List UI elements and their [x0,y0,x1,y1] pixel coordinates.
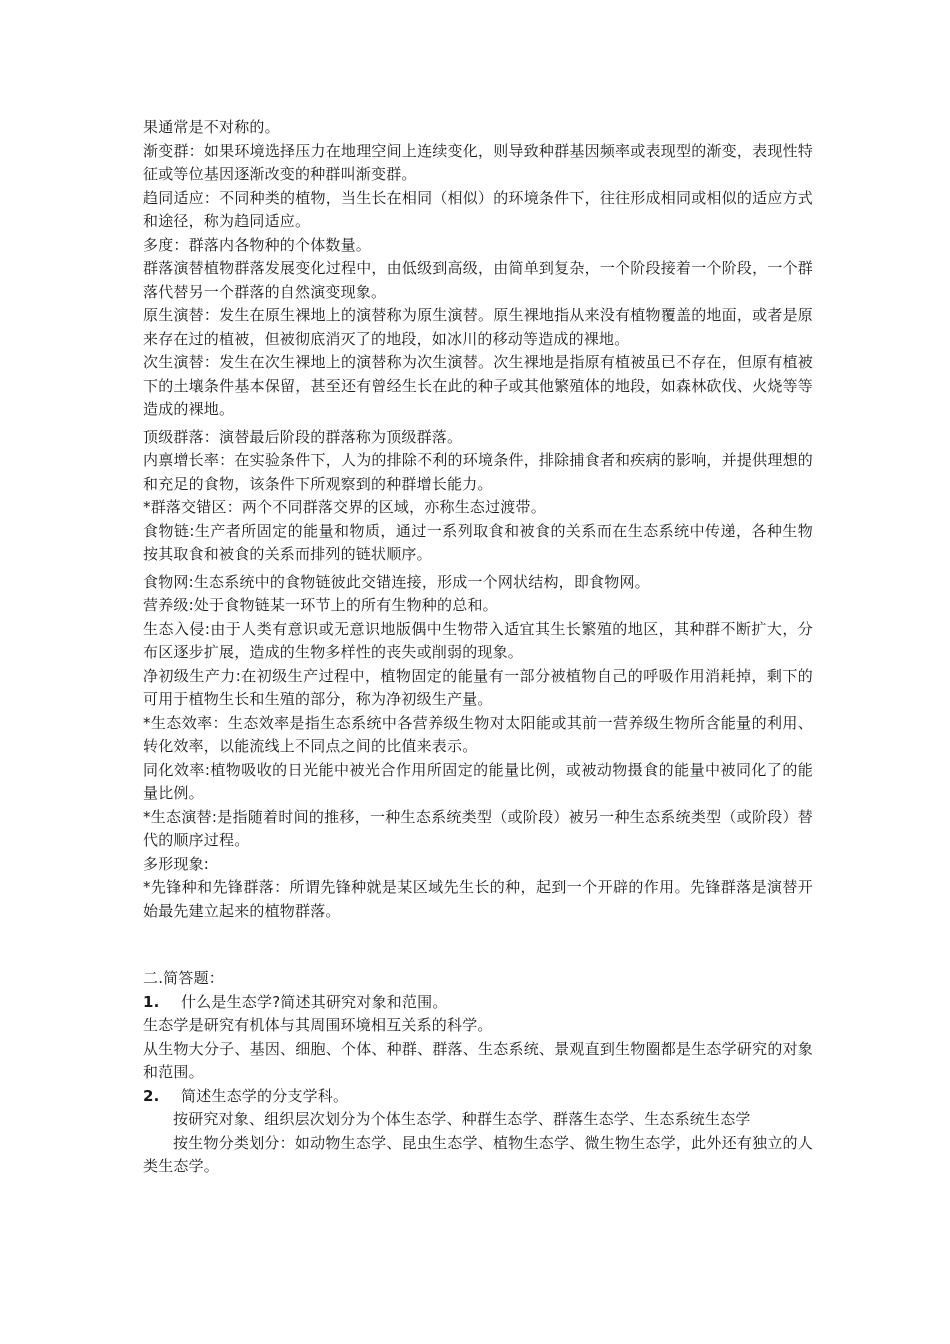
definition-paragraph: 生态入侵:由于人类有意识或无意识地版偶中生物带入适宜其生长繁殖的地区，其种群不断扩大，分布区逐步扩展，造成的生物多样性的丧失或削弱的现象。 [143,619,813,661]
definition-paragraph: 食物网:生态系统中的食物链彼此交错连接，形成一个网状结构，即食物网。 [143,572,650,591]
definition-paragraph: *生态效率：生态效率是指生态系统中各营养级生物对太阳能或其前一营养级生物所含能量的利用、转化效率，以能流线上不同点之间的比值来表示。 [143,713,813,755]
definition-paragraph: *群落交错区：两个不同群落交界的区域，亦称生态过渡带。 [143,498,546,516]
definition-paragraph: 同化效率:植物吸收的日光能中被光合作用所固定的能量比例，或被动物摄食的能量中被同化了的能量比例。 [143,760,813,802]
definition-paragraph: 营养级:处于食物链某一环节上的所有生物种的总和。 [143,596,498,614]
definition-paragraph: 群落演替植物群落发展变化过程中，由低级到高级，由简单到复杂，一个阶段接着一个阶段，一个群落代替另一个群落的自然演变现象。 [143,259,813,301]
answer-paragraph: 按生物分类划分：如动物生态学、昆虫生态学、植物生态学、微生物生态学，此外还有独立的人类生态学。 [143,1133,813,1175]
answer-paragraph: 从生物大分子、基因、细胞、个体、种群、群落、生态系统、景观直到生物圈都是生态学研究的对象和范围。 [143,1039,813,1081]
question-text: 什么是生态学?简述其研究对象和范围。 [181,992,448,1011]
definition-paragraph: 内禀增长率：在实验条件下，人为的排除不利的环境条件，排除捕食者和疾病的影响，并提供理想的和充足的食物，该条件下所观察到的种群增长能力。 [143,451,813,493]
definition-paragraph: 净初级生产力:在初级生产过程中，植物固定的能量有一部分被植物自己的呼吸作用消耗掉，剩下的可用于植物生长和生殖的部分，称为净初级生产量。 [143,666,813,708]
question-number: 1. [143,992,160,1011]
definition-paragraph: 多形现象: [143,854,210,873]
definition-paragraph: 顶级群落：演替最后阶段的群落称为顶级群落。 [143,427,463,446]
definition-paragraph: 趋同适应：不同种类的植物，当生长在相同（相似）的环境条件下，往往形成相同或相似的适应方式和途径，称为趋同适应。 [143,188,813,230]
definition-paragraph: 原生演替：发生在原生裸地上的演替称为原生演替。原生裸地指从来没有植物覆盖的地面，或者是原来存在过的植被，但被彻底消灭了的地段，如冰川的移动等造成的裸地。 [143,306,813,348]
question-text: 简述生态学的分支学科。 [181,1086,349,1105]
definition-paragraph: 食物链:生产者所固定的能量和物质，通过一系列取食和被食的关系而在生态系统中传递，各种生物按其取食和被食的关系而排列的链状顺序。 [143,521,813,563]
document-body [143,116,813,1179]
section-title: 二.简答题： [143,969,224,987]
definition-paragraph: *先锋种和先锋群落：所谓先锋种就是某区域先生长的种，起到一个开辟的作用。先锋群落是演替开始最先建立起来的植物群落。 [143,878,813,920]
definition-paragraph: 渐变群：如果环境选择压力在地理空间上连续变化，则导致种群基因频率或表现型的渐变，表现性特征或等位基因逐渐改变的种群叫渐变群。 [143,141,813,183]
answer-paragraph: 生态学是研究有机体与其周围环境相互关系的科学。 [143,1016,493,1034]
question-item [143,1085,813,1109]
question-item [143,991,813,1015]
answer-paragraph: 按研究对象、组织层次划分为个体生态学、种群生态学、群落生态学、生态系统生态学 [173,1110,751,1128]
definition-paragraph: 多度：群落内各物种的个体数量。 [143,235,372,254]
question-number: 2. [143,1086,160,1105]
section-spacer [143,923,813,967]
definition-paragraph: 果通常是不对称的。 [143,118,280,136]
definition-paragraph: 次生演替：发生在次生裸地上的演替称为次生演替。次生裸地是指原有植被虽已不存在，但原有植被下的土壤条件基本保留，甚至还有曾经生长在此的种子或其他繁殖体的地段，如森林砍伐、火烧等等造成的裸地。 [143,353,813,418]
definition-paragraph: *生态演替:是指随着时间的推移，一种生态系统类型（或阶段）被另一种生态系统类型（或阶段）替代的顺序过程。 [143,807,813,849]
